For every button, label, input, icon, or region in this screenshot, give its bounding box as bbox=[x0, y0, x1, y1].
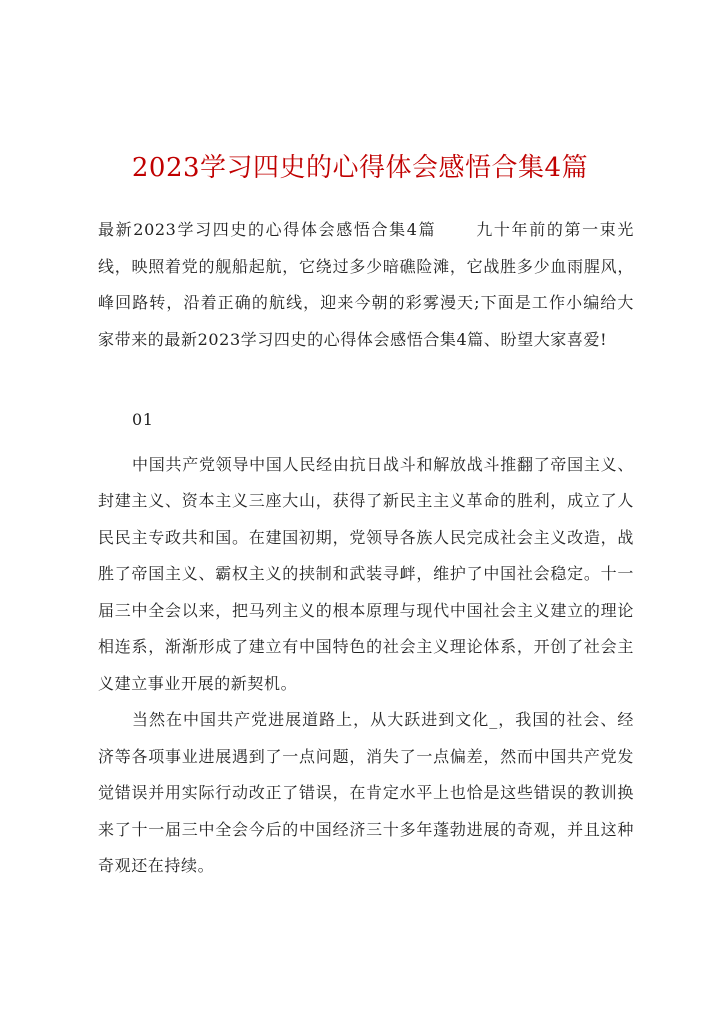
body-paragraph-2: 当然在中国共产党进展道路上，从大跃进到文化_，我国的社会、经济等各项事业进展遇到了一点问题，消失了一点偏差，然而中国共产党发觉错误并用实际行动改正了错误，在肯定水平上也恰是这些错误的教训换来了十一届三中全会今后的中国经济三十多年蓬勃进展的奇观，并且这种奇观还在持续。 bbox=[98, 710, 634, 875]
intro-lead: 最新2023学习四史的心得体会感悟合集4篇 bbox=[98, 220, 437, 239]
document-title: 2023学习四史的心得体会感悟合集4篇 bbox=[131, 153, 589, 183]
intro-body-rest: 映照着党的舰船起航，它绕过多少暗礁险滩，它战胜多少血雨腥风，峰回路转，沿着正确的航线，迎来今朝的彩雾漫天;下面是工作小编给大家带来的最新2023学习四史的心得体会感悟合集4篇、盼望大家喜爱! bbox=[98, 256, 634, 349]
section-number: 01 bbox=[132, 410, 154, 429]
document-body bbox=[98, 212, 634, 885]
body-paragraph-1: 中国共产党领导中国人民经由抗日战斗和解放战斗推翻了帝国主义、封建主义、资本主义三座大山，获得了新民主主义革命的胜利，成立了人民民主专政共和国。在建国初期，党领导各族人民完成社会主义改造，战胜了帝国主义、霸权主义的挟制和武装寻衅，维护了中国社会稳定。十一届三中全会以来，把马列主义的根本原理与现代中国社会主义建立的理论相连系，渐渐形成了建立有中国特色的社会主义理论体系，开创了社会主义建立事业开展的新契机。 bbox=[98, 454, 634, 693]
intro-paragraph bbox=[98, 212, 634, 358]
intro-body-start: 九十年前的第一束光线， bbox=[98, 220, 635, 276]
